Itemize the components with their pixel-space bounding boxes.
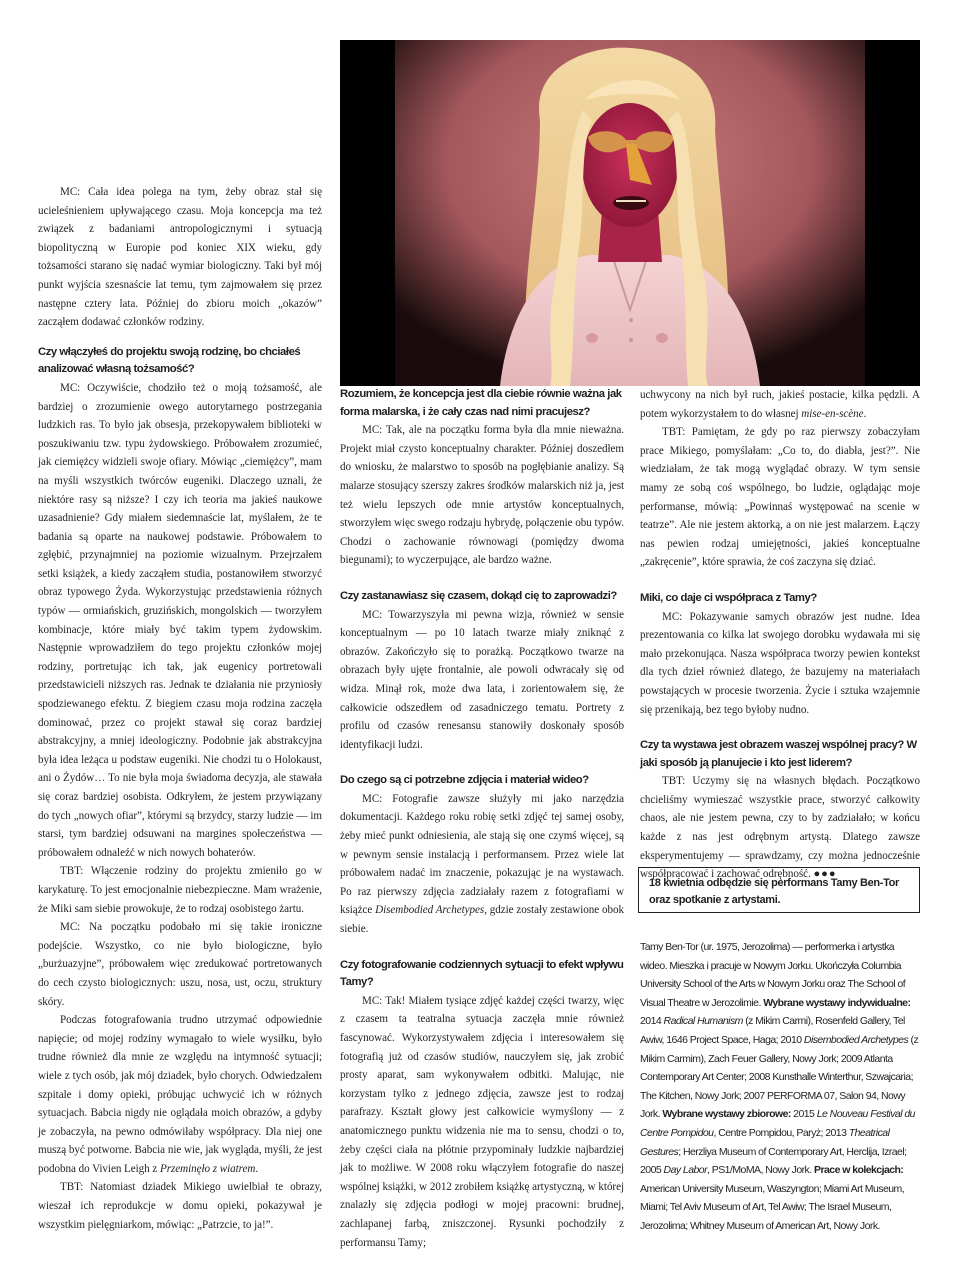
paragraph-text: MC: Fotografie zawsze służyły mi jako narzędzia dokumentacji. Każdego roku robię setki zdjęć tej samej osoby, żeby mieć punkt odniesienia, ale stają się one czymś więcej, są w pewnym sensie instalacją i performansem. Przez wiele lat próbowałem nadać im znaczenie, pokazując je na wystawach. Po raz pierwszy zdjęcia zadziałały razem z fotografiami w książce (340, 792, 624, 917)
paragraph-text: TBT: Uczymy się na własnych błędach. Początkowo chcieliśmy wymieszać wszystkie prace, stworzyć całkowity chaos, ale nie jestem pewna, czy to by zadziałało; w końcu każde z nas jest odrębnym artystą. Dlatego zawsze eksperymentujemy — sprawdzamy, czy można jednocześnie współpracować i zachować odrębność. (640, 775, 920, 881)
collections-label: Prace w kolekcjach: (814, 1164, 904, 1177)
bio-part: ; Herzliya Museum of Contemporary Art, Herclija, Izrael; 2005 (640, 1145, 907, 1177)
portrait-photo (340, 40, 920, 386)
exhibition-title: Le Nouveau Festival du Centre Pompidou (640, 1108, 915, 1139)
book-title: Disembodied Archetypes (375, 904, 485, 917)
interview-question: Rozumiem, że koncepcja jest dla ciebie równie ważna jak forma malarska, i że cały czas nad nimi pracujesz? (340, 388, 622, 418)
exhibition-title: Disembodied Archetypes (803, 1033, 909, 1046)
interview-question: Czy włączyłeś do projektu swoją rodzinę, bo chciałeś analizować własną tożsamość? (38, 345, 301, 376)
interview-question: Czy zastanawiasz się czasem, dokąd cię to zaprowadzi? (340, 589, 617, 602)
exhibition-title: Radical Humanism (663, 1015, 743, 1028)
group-label: Wybrane wystawy zbiorowe: (662, 1108, 791, 1121)
end-mark: ●●● (813, 868, 837, 881)
film-title: Przeminęło z wiatrem (160, 1162, 256, 1175)
paragraph: MC: Tak, ale na początku forma była dla mnie nieważna. Projekt miał czysto konceptualny charakter. Później doszedłem do wniosku, że malarstwo to sposób na pogłębianie analizy. Są malarze stosujący szerszy zakres środków malarskich niż ja, jest też wielu lepszych ode mnie artystów konceptualnych, stworzyłem więc swego rodzaju hybrydę, połączenie obu typów. Chodzi o zachowanie równowagi (pomiędzy dwoma biegunami); to wyczerpujące, ale bardzo ważne. (340, 424, 624, 567)
paragraph: MC: Oczywiście, chodziło też o moją tożsamość, ale bardziej o zrozumienie owego autorytarnego postrzegania ludzkich ras. To było jak obsesja, przekopywałem biblioteki w poszukiwaniu tzw. typu żydowskiego. Próbowałem zrozumieć, jak ciemiężcy widzieli swoje ofiary. Mówiąc „ciemiężcy”, mam na myśli wszystkich twórców eugeniki. Dlaczego uznali, że niektóre rasy są niższe? I czy ich teoria ma jakieś naukowe uzasadnienie? Gdy miałem siedemnaście lat, myślałem, że te badania są oparte na naukowej podstawie. Próbowałem to zgłębić, przynajmniej na poziomie wizualnym. Przejrzałem setki książek, a kiedy zacząłem studia, postanowiłem stworzyć obraz typowego Żyda. Wykorzystując przedstawienia różnych typów — ormiańskich, gruzińskich, mongolskich — tworzyłem kombinacje, które miały być takim typem żydowskim. Następnie wprowadziłem do tego projektu członków mojej rodziny, portretując ich tak, jak eugenicy portretowali przedstawicieli niższych ras. Jednak te działania nie przyniosły spodziewanego efektu. Z biegiem czasu moja rodzina zaczęła dominować, przez co projekt stawał się coraz bardziej abstrakcyjny, a mniej ideologiczny. Podobnie jak abstrakcyjna była idea leżąca u podstaw eugeniki. Nie chodzi tu o Holokaust, ani o Żydów… To nie była moja świadoma decyzja, ale stawała się coraz bardziej osobista. Odkryłem, że jestem przywiązany do tych „nowych ofiar”, którymi są brzydcy, starzy ludzie — im starsi, tym bardziej odsuwani na margines społeczeństwa — próbowałem odnaleźć w nich nowych bohaterów. (38, 381, 322, 859)
text-column-3 (640, 386, 920, 884)
bio-part: , Centre Pompidou, Paryż; 2013 (713, 1126, 849, 1139)
paragraph: MC: Na początku podobało mi się takie ironiczne podejście. Wszystko, co nie było biologiczne, było „burżuazyjne”, próbowałem więc zredukować portretowanych do cech czysto biologicznych: uszu, nosa, ust, oczu, struktury skóry. (38, 921, 322, 1008)
paragraph: MC: Pokazywanie samych obrazów jest nudne. Idea prezentowania co kilka lat swojego dorobku wydawała mi się mało przekonująca. Nasza współpraca tworzy pewien kontekst dla tych dzieł również dlatego, że bazujemy na materiałach powstających w procesie tworzenia. Życie i sztuka wzajemnie się przenikają, bez tego byłoby nudno. (640, 610, 920, 716)
paragraph (38, 1011, 322, 1178)
event-note: 18 kwietnia odbędzie się performans Tamy Ben-Tor oraz spotkanie z artystami. (649, 877, 899, 906)
exhibition-title: Day Labor (663, 1164, 708, 1177)
bio-part: (z Mikim Carmi), Rosenfeld Gallery, Tel Awiw, 1646 Project Space, Haga; 2010 (640, 1015, 905, 1046)
bio-part: , PS1/MoMA, Nowy Jork. (707, 1164, 814, 1177)
paragraph-text: Podczas fotografowania trudno utrzymać odpowiednie napięcie; od mojej rodziny wymagało to wiele wysiłku, było trudne również dla mnie ze względu na intymność sytuacji; wiele z tych osób, jak mój dziadek, było chorych. Odwiedzałem szpitale i domy opieki, próbując uchwycić ich w różnych sytuacjach. Babcia nigdy nie oglądała moich obrazów, a gdyby je zobaczyła, na pewno odmówiłaby współpracy. Dla niej one muszą być potworne. Babcia nie wie, jak wygląda, myśli, że jest podobna do Vivien Leigh z (38, 1014, 322, 1175)
bio-text (640, 938, 920, 1236)
paragraph: MC: Towarzyszyła mi pewna wizja, również w sensie konceptualnym — po 10 latach twarze miały zniknąć z obrazów. Zakończyło się to porażką. Początkowo twarze na obrazach były ujęte frontalnie, ale powoli odwracały się od widza. Minął rok, może dwa lata, i zorientowałem się, że całkowicie odszedłem od zasadniczego tematu. Portrety z profilu od czasów renesansu stanowiły doskonały sposób identyfikacji ludzi. (340, 608, 624, 751)
italic-term: mise-en-scène (801, 407, 864, 420)
paragraph: MC: Tak! Miałem tysiące zdjęć każdej części twarzy, więc z czasem ta teatralna sytuacja zaczęła mnie również fascynować. Wykorzystywałem zdjęcia i interesowałem się fotografią już od czasów studiów, nauczyłem się, jak zrobić prosty aparat, sam wykonywałem odbitki. Malując, nie korzystam tylko z jednego zdjęcia, zawsze jest to rodzaj parafrazy. Kształt głowy jest całkowicie wymyślony — z anatomicznego punktu widzenia nie ma to sensu, chodzi o to, żeby części ciała na płótnie przypominały ludzkie najbardziej jak to możliwe. W 2008 roku włączyłem fotografie do naszej wspólnej książki, w 2012 zrobiłem książkę artystyczną, w której znalazły się zdjęcia podłogi w mojej pracowni: brudnej, zachlapanej farbą, zniszczonej. Rysunki pochodziły z performansu Tamy; (340, 994, 624, 1249)
interview-question: Czy ta wystawa jest obrazem waszej wspólnej pracy? W jaki sposób ją planujecie i kto jest liderem? (640, 739, 917, 769)
paragraph (640, 386, 920, 423)
text-column-2 (340, 386, 624, 1252)
interview-question: Miki, co daje ci współpraca z Tamy? (640, 591, 817, 604)
paragraph: TBT: Pamiętam, że gdy po raz pierwszy zobaczyłam prace Mikiego, pomyślałam: „Co to, do diabła, jest?”. Nie wiedziałam, że tak mogą wyglądać obrazy. W tym sensie mamy ze sobą coś wspólnego, bo ludzie, oglądając moje performanse, mówią: „Powinnaś występować na scenie w teatrze”. Ale nie jestem aktorką, a on nie jest malarzem. Łączy nas pewien rodzaj umiejętności, jakieś konceptualne „zakręcenie”, które sprawia, że coś zaczyna się dziać. (640, 426, 920, 569)
interview-question: Do czego są ci potrzebne zdjęcia i materiał wideo? (340, 774, 589, 787)
paragraph-text: . (863, 407, 867, 420)
paragraph (340, 790, 624, 939)
interview-question: Czy fotografowanie codziennych sytuacji to efekt wpływu Tamy? (340, 958, 624, 989)
paragraph: TBT: Natomiast dziadek Mikiego uwielbiał te obrazy, wieszał ich reprodukcje w domu opieki, pokazywał je wszystkim pielęgniarkom, mówiąc: „Patrzcie, to ja!”. (38, 1181, 322, 1231)
bio-part: 2015 (790, 1108, 817, 1121)
solo-label: Wybrane wystawy indywidualne: (763, 996, 911, 1009)
bio-part: American University Museum, Waszyngton; Miami Art Museum, Miami; Tel Aviv Museum of Art, Tel Awiw; The Israel Museum, Jerozolima; Whitney Museum of American Art, Nowy Jork. (640, 1182, 905, 1232)
bio-intro: Tamy Ben-Tor (ur. 1975, Jerozolima) — performerka i artystka wideo. Mieszka i pracuje w Nowym Jorku. Ukończyła Columbia University School of the Arts w Nowym Jorku oraz The School of Visual Theatre w Jerozolimie. (640, 941, 906, 1009)
bio-part: (z Mikim Carmim), Zach Feuer Gallery, Nowy Jork; 2009 Atlanta Contemporary Art Center; 2008 Kunsthalle Winterthur, Szwajcaria; The Kitchen, Nowy Jork; 2007 PERFORMA 07, Salon 94, Nowy Jork. (640, 1033, 919, 1121)
exhibition-title: Theatrical Gestures (640, 1126, 890, 1158)
paragraph: TBT: Włączenie rodziny do projektu zmieniło go w karykaturę. To jest emocjonalnie niebezpieczne. Mam wrażenie, że Miki sam siebie prowokuje, że to rodzaj osobistego żartu. (38, 865, 322, 915)
bio-part: 2014 (640, 1015, 664, 1028)
event-note-box (638, 867, 920, 913)
paragraph-text: uchwycony na nich był ruch, jakieś postacie, kilka pędzli. A potem wykorzystałem to do własnej (640, 389, 920, 420)
paragraph-text: , gdzie zostały zestawione obok siebie. (340, 904, 624, 936)
portrait-image (340, 40, 920, 386)
paragraph: MC: Cała idea polega na tym, żeby obraz stał się ucieleśnieniem upływającego czasu. Moja koncepcja ma też związek z badaniami antropologicznymi i sytuacją biopolityczną w Europie pod koniec XIX wieku, gdy tożsamości starano się nadać wymiar biologiczny. Taki był mój punkt wyjścia szesnaście lat temu, tym zajmowałem się przez następne cztery lata. Później do zbioru moich „okazów” zacząłem dodawać członków rodziny. (38, 186, 322, 329)
text-column-1 (38, 183, 322, 1234)
artist-bio (640, 938, 920, 1236)
paragraph-text: . (255, 1162, 259, 1175)
